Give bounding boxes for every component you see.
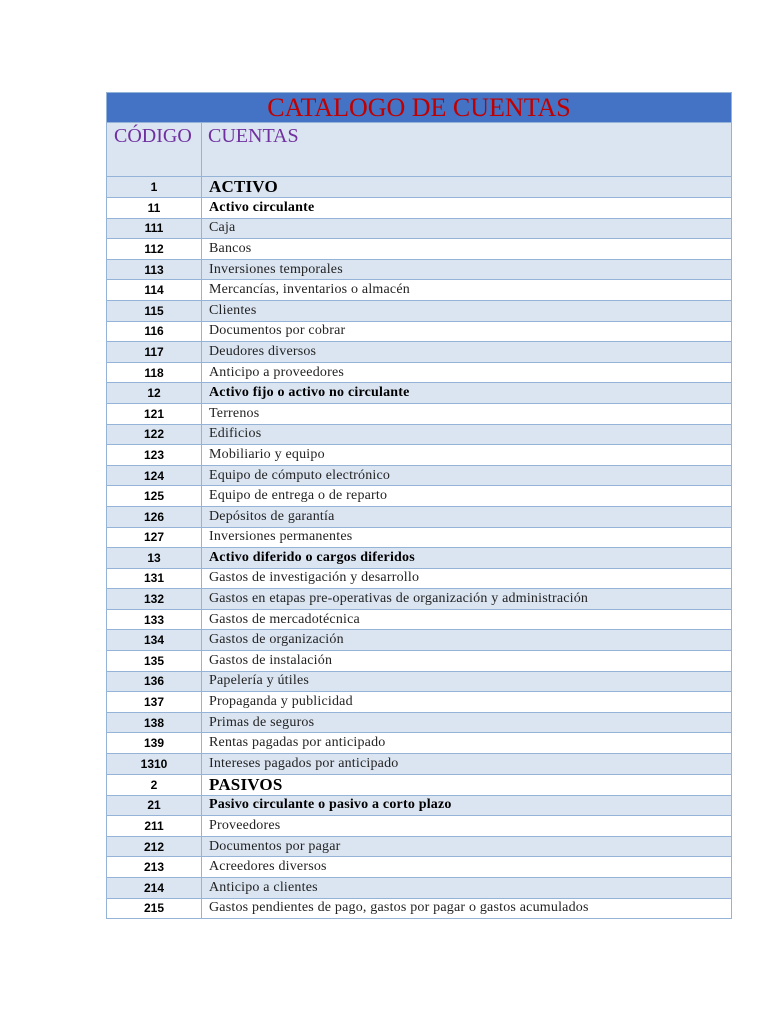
account-code: 132 [107, 589, 202, 610]
table-row [107, 424, 732, 445]
account-code: 213 [107, 857, 202, 878]
account-code: 212 [107, 836, 202, 857]
account-name: Bancos [202, 239, 732, 260]
account-name: Equipo de entrega o de reparto [202, 486, 732, 507]
table-row [107, 300, 732, 321]
account-code: 1310 [107, 754, 202, 775]
table-row [107, 321, 732, 342]
account-code: 135 [107, 651, 202, 672]
account-code: 137 [107, 692, 202, 713]
table-row [107, 280, 732, 301]
account-code: 1 [107, 177, 202, 198]
table-row [107, 342, 732, 363]
table-row [107, 445, 732, 466]
account-name: Inversiones permanentes [202, 527, 732, 548]
account-name: Terrenos [202, 403, 732, 424]
account-name: Papelería y útiles [202, 671, 732, 692]
account-name: Edificios [202, 424, 732, 445]
account-name: Gastos de mercadotécnica [202, 609, 732, 630]
account-name: Mobiliario y equipo [202, 445, 732, 466]
account-code: 113 [107, 259, 202, 280]
account-code: 2 [107, 774, 202, 795]
account-code: 139 [107, 733, 202, 754]
account-rows [107, 177, 732, 919]
account-name: Activo diferido o cargos diferidos [202, 548, 732, 569]
table-row [107, 733, 732, 754]
account-code: 121 [107, 403, 202, 424]
account-code: 112 [107, 239, 202, 260]
table-row [107, 836, 732, 857]
account-name: Inversiones temporales [202, 259, 732, 280]
table-row [107, 651, 732, 672]
table-row [107, 671, 732, 692]
account-code: 118 [107, 362, 202, 383]
accounts-catalog-table [106, 92, 732, 919]
table-row [107, 898, 732, 919]
account-code: 13 [107, 548, 202, 569]
account-code: 131 [107, 568, 202, 589]
account-code: 125 [107, 486, 202, 507]
table-row [107, 383, 732, 404]
table-row [107, 362, 732, 383]
account-code: 138 [107, 712, 202, 733]
account-name: PASIVOS [202, 774, 732, 795]
account-name: Activo circulante [202, 198, 732, 219]
title-row [107, 93, 732, 123]
account-name: Pasivo circulante o pasivo a corto plazo [202, 795, 732, 816]
account-code: 126 [107, 506, 202, 527]
account-name: Proveedores [202, 816, 732, 837]
table-row [107, 486, 732, 507]
table-row [107, 527, 732, 548]
account-code: 21 [107, 795, 202, 816]
account-name: Anticipo a clientes [202, 878, 732, 899]
table-row [107, 218, 732, 239]
account-name: Equipo de cómputo electrónico [202, 465, 732, 486]
table-row [107, 506, 732, 527]
account-name: Caja [202, 218, 732, 239]
account-code: 123 [107, 445, 202, 466]
account-name: Deudores diversos [202, 342, 732, 363]
account-code: 127 [107, 527, 202, 548]
table-row [107, 403, 732, 424]
table-row [107, 589, 732, 610]
account-code: 134 [107, 630, 202, 651]
account-name: Documentos por cobrar [202, 321, 732, 342]
account-name: Gastos pendientes de pago, gastos por pagar o gastos acumulados [202, 898, 732, 919]
account-name: Mercancías, inventarios o almacén [202, 280, 732, 301]
catalog-title: CATALOGO DE CUENTAS [107, 93, 732, 123]
table-row [107, 712, 732, 733]
account-code: 124 [107, 465, 202, 486]
account-name: Rentas pagadas por anticipado [202, 733, 732, 754]
table-row [107, 548, 732, 569]
table-row [107, 259, 732, 280]
account-code: 211 [107, 816, 202, 837]
account-name: Documentos por pagar [202, 836, 732, 857]
account-code: 115 [107, 300, 202, 321]
table-row [107, 754, 732, 775]
account-name: Anticipo a proveedores [202, 362, 732, 383]
code-column-header: CÓDIGO [107, 123, 202, 177]
account-name: Acreedores diversos [202, 857, 732, 878]
header-row [107, 123, 732, 177]
account-name: Depósitos de garantía [202, 506, 732, 527]
account-name: Gastos de organización [202, 630, 732, 651]
account-name: Gastos de instalación [202, 651, 732, 672]
account-code: 215 [107, 898, 202, 919]
table-row [107, 692, 732, 713]
account-name: ACTIVO [202, 177, 732, 198]
account-name: Intereses pagados por anticipado [202, 754, 732, 775]
table-row [107, 630, 732, 651]
account-code: 136 [107, 671, 202, 692]
table-row [107, 774, 732, 795]
table-row [107, 177, 732, 198]
account-name: Gastos de investigación y desarrollo [202, 568, 732, 589]
account-code: 122 [107, 424, 202, 445]
account-column-header: CUENTAS [202, 123, 732, 177]
account-name: Gastos en etapas pre-operativas de organización y administración [202, 589, 732, 610]
account-code: 12 [107, 383, 202, 404]
table-row [107, 609, 732, 630]
account-name: Clientes [202, 300, 732, 321]
account-name: Propaganda y publicidad [202, 692, 732, 713]
account-code: 111 [107, 218, 202, 239]
table-row [107, 239, 732, 260]
account-name: Activo fijo o activo no circulante [202, 383, 732, 404]
table-row [107, 465, 732, 486]
table-row [107, 568, 732, 589]
table-row [107, 878, 732, 899]
account-code: 214 [107, 878, 202, 899]
table-row [107, 795, 732, 816]
account-code: 116 [107, 321, 202, 342]
table-row [107, 198, 732, 219]
account-code: 117 [107, 342, 202, 363]
table-row [107, 857, 732, 878]
account-code: 11 [107, 198, 202, 219]
table-row [107, 816, 732, 837]
account-code: 133 [107, 609, 202, 630]
account-code: 114 [107, 280, 202, 301]
account-name: Primas de seguros [202, 712, 732, 733]
